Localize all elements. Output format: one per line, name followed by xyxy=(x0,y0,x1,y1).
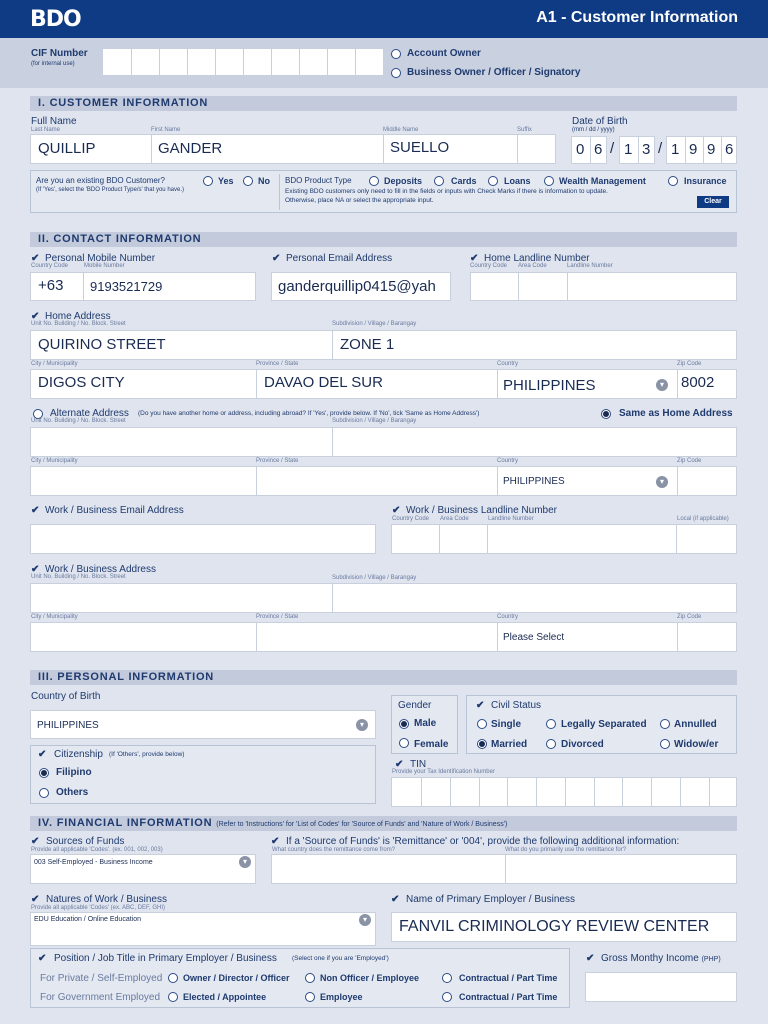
same-as-home-label: Same as Home Address xyxy=(619,408,733,419)
check-icon: ✔ xyxy=(31,894,40,905)
page-title: A1 - Customer Information xyxy=(536,9,738,26)
home-city-fields xyxy=(30,369,737,399)
province-label: Province / State xyxy=(256,361,299,367)
home-street-fields xyxy=(30,330,737,360)
section-customer-info: I. CUSTOMER INFORMATION xyxy=(30,96,737,111)
chevron-down-icon[interactable]: ▾ xyxy=(656,476,668,488)
sources-value: 003 Self-Employed - Business Income xyxy=(34,859,153,866)
zip-input[interactable]: 8002 xyxy=(681,374,715,391)
gross-income-unit: (PHP) xyxy=(701,956,721,963)
dob-label: Date of Birth xyxy=(572,116,628,127)
alt-unit-label: Unit No. Building / No. Block. Street xyxy=(31,418,126,424)
work-landline-cc-label: Country Code xyxy=(392,516,430,522)
birth-country-label: Country of Birth xyxy=(31,691,101,702)
cards-label: Cards xyxy=(451,176,477,186)
check-icon: ✔ xyxy=(586,953,595,964)
birth-country-select[interactable] xyxy=(30,710,376,739)
filipino-radio[interactable] xyxy=(39,768,49,778)
non-officer-label: Non Officer / Employee xyxy=(320,973,420,983)
check-icon: ✔ xyxy=(470,253,479,264)
single-label: Single xyxy=(491,719,522,730)
work-country-label: Country xyxy=(497,614,519,620)
landline-number-label: Landline Number xyxy=(567,263,613,269)
section-financial-info xyxy=(30,816,737,831)
citizenship-note: (If 'Others', provide below) xyxy=(109,751,185,758)
owner-radio[interactable] xyxy=(168,973,178,983)
employee-label: Employee xyxy=(320,992,363,1002)
deposits-label: Deposits xyxy=(384,176,423,186)
check-icon: ✔ xyxy=(31,253,40,264)
widow-label: Widow/er xyxy=(674,739,719,750)
contractual-private-radio[interactable] xyxy=(442,973,452,983)
filipino-label: Filipino xyxy=(56,767,92,778)
citizenship-label: Citizenship xyxy=(54,749,103,760)
check-icon: ✔ xyxy=(395,759,404,770)
married-label: Married xyxy=(491,739,528,750)
annulled-radio[interactable] xyxy=(660,719,670,729)
check-icon: ✔ xyxy=(31,836,40,847)
subdivision-input[interactable]: ZONE 1 xyxy=(340,336,395,353)
work-subdivision-label: Subdivision / Village / Barangay xyxy=(332,575,417,581)
employer-label: Name of Primary Employer / Business xyxy=(406,894,575,905)
others-label: Others xyxy=(56,787,89,798)
mobile-label: Personal Mobile Number xyxy=(45,253,156,264)
unit-label: Unit No. Building / No. Block. Street xyxy=(31,321,126,327)
work-email-label: Work / Business Email Address xyxy=(45,505,184,516)
single-radio[interactable] xyxy=(477,719,487,729)
mobile-input[interactable]: 9193521729 xyxy=(90,279,163,294)
legally-separated-label: Legally Separated xyxy=(561,719,647,730)
contractual-gov-label: Contractual / Part Time xyxy=(459,992,558,1002)
position-label: Position / Job Title in Primary Employer / Business xyxy=(54,953,277,964)
gross-income-text: Gross Monthy Income xyxy=(601,953,699,964)
first-name-label: First Name xyxy=(151,127,181,133)
mobile-cc-input[interactable]: +63 xyxy=(38,277,64,294)
home-landline-input[interactable] xyxy=(470,272,737,301)
account-owner-radio[interactable] xyxy=(391,49,401,59)
wealth-label: Wealth Management xyxy=(559,176,646,186)
work-province-label: Province / State xyxy=(256,614,299,620)
work-unit-label: Unit No. Building / No. Block. Street xyxy=(31,574,126,580)
dob-input[interactable]: 0 6 / 1 3 / 1 9 9 6 xyxy=(571,136,737,164)
subdivision-label: Subdivision / Village / Barangay xyxy=(332,321,417,327)
same-as-home-radio[interactable] xyxy=(601,409,611,419)
email-label: Personal Email Address xyxy=(286,253,393,264)
mobile-cc-label: Country Code xyxy=(31,263,69,269)
product-note-1: Existing BDO customers only need to fill in the fields or inputs with Check Marks if there is information to update. xyxy=(285,188,608,195)
landline-cc-label: Country Code xyxy=(470,263,508,269)
remittance-label: If a 'Source of Funds' is 'Remittance' or '004', provide the following additional information: xyxy=(286,836,680,847)
business-owner-radio[interactable] xyxy=(391,68,401,78)
owner-label: Owner / Director / Officer xyxy=(183,973,290,983)
divorced-radio[interactable] xyxy=(546,739,556,749)
remittance-fields[interactable] xyxy=(271,854,737,884)
married-radio[interactable] xyxy=(477,739,487,749)
cards-radio[interactable] xyxy=(434,176,444,186)
chevron-down-icon[interactable]: ▾ xyxy=(356,719,368,731)
alt-street-input[interactable] xyxy=(30,427,737,457)
mobile-number-label: Mobile Number xyxy=(84,263,125,269)
business-owner-label: Business Owner / Officer / Signatory xyxy=(407,67,581,78)
existing-no-label: No xyxy=(258,176,270,186)
alt-city-label: City / Municipality xyxy=(31,458,78,464)
insurance-label: Insurance xyxy=(684,176,727,186)
home-landline-label: Home Landline Number xyxy=(484,253,590,264)
remit-from-label: What country does the remittance come from? xyxy=(272,847,396,853)
wealth-radio[interactable] xyxy=(544,176,554,186)
alt-country-select[interactable]: PHILIPPINES xyxy=(503,476,565,487)
section-personal-info: III. PERSONAL INFORMATION xyxy=(30,670,737,685)
clear-button[interactable]: Clear xyxy=(697,196,729,208)
non-officer-radio[interactable] xyxy=(305,973,315,983)
mobile-fields xyxy=(30,272,256,301)
check-icon: ✔ xyxy=(38,749,47,760)
alt-subdivision-label: Subdivision / Village / Barangay xyxy=(332,418,417,424)
male-label: Male xyxy=(414,718,437,729)
alt-city-fields xyxy=(30,466,737,496)
sources-label: Sources of Funds xyxy=(46,836,125,847)
others-radio[interactable] xyxy=(39,788,49,798)
alt-country-label: Country xyxy=(497,458,519,464)
female-label: Female xyxy=(414,739,449,750)
tin-input[interactable] xyxy=(391,777,737,807)
contractual-gov-radio[interactable] xyxy=(442,992,452,1002)
cif-label: CIF Number xyxy=(31,48,88,59)
section-contact-info: II. CONTACT INFORMATION xyxy=(30,232,737,247)
account-owner-label: Account Owner xyxy=(407,48,481,59)
nature-label: Natures of Work / Business xyxy=(46,894,167,905)
check-icon: ✔ xyxy=(391,894,400,905)
work-zip-label: Zip Code xyxy=(677,614,702,620)
gross-income-label xyxy=(601,953,721,964)
deposits-radio[interactable] xyxy=(369,176,379,186)
middle-name-input[interactable]: SUELLO xyxy=(390,139,450,156)
alt-province-label: Province / State xyxy=(256,458,299,464)
loans-label: Loans xyxy=(504,176,531,186)
existing-sub: (If 'Yes', select the 'BDO Product Type/s' that you have.) xyxy=(36,187,184,193)
gross-income-input[interactable] xyxy=(585,972,737,1002)
check-icon: ✔ xyxy=(31,564,40,575)
alternate-address-label: Alternate Address xyxy=(50,408,129,419)
employer-input[interactable]: FANVIL CRIMINOLOGY REVIEW CENTER xyxy=(399,918,710,935)
check-icon: ✔ xyxy=(38,953,47,964)
annulled-label: Annulled xyxy=(674,719,717,730)
employer-field[interactable] xyxy=(391,912,737,942)
tin-label: TIN xyxy=(410,759,427,770)
section-financial-title: IV. FINANCIAL INFORMATION xyxy=(38,817,213,829)
existing-question: Are you an existing BDO Customer? xyxy=(36,176,165,185)
existing-yes-radio[interactable] xyxy=(203,176,213,186)
private-label: For Private / Self-Employed xyxy=(40,973,163,984)
city-input[interactable]: DIGOS CITY xyxy=(38,374,125,391)
elected-label: Elected / Appointee xyxy=(183,992,267,1002)
work-city-label: City / Municipality xyxy=(31,614,78,620)
chevron-down-icon[interactable]: ▾ xyxy=(656,379,668,391)
check-icon: ✔ xyxy=(392,505,401,516)
existing-no-radio[interactable] xyxy=(243,176,253,186)
last-name-label: Last Name xyxy=(31,127,61,133)
cif-sub: (for internal use) xyxy=(31,61,75,67)
position-note: (Select one if you are 'Employed') xyxy=(292,955,389,962)
work-country-select[interactable]: Please Select xyxy=(503,632,565,643)
alternate-address-note: (Do you have another home or address, including abroad? If 'Yes', provide below. If 'No', tick 'Same as Home Address') xyxy=(138,410,480,417)
loans-radio[interactable] xyxy=(488,176,498,186)
product-note-2: Otherwise, place NA or select the appropriate input. xyxy=(285,197,434,204)
employee-radio[interactable] xyxy=(305,992,315,1002)
insurance-radio[interactable] xyxy=(668,176,678,186)
female-radio[interactable] xyxy=(399,738,409,748)
contractual-private-label: Contractual / Part Time xyxy=(459,973,558,983)
check-icon: ✔ xyxy=(476,700,485,711)
sources-sub: Provide all applicable 'Codes'. (ex. 001, 002, 003) xyxy=(31,847,163,853)
chevron-down-icon[interactable]: ▾ xyxy=(359,914,371,926)
landline-area-label: Area Code xyxy=(518,263,547,269)
last-name-input[interactable]: QUILLIP xyxy=(38,140,96,157)
section-financial-note: (Refer to 'Instructions' for 'List of Codes' for 'Source of Funds' and 'Nature of Work / Business') xyxy=(216,821,508,828)
existing-yes-label: Yes xyxy=(218,176,234,186)
full-name-label: Full Name xyxy=(31,116,77,127)
birth-country-value: PHILIPPINES xyxy=(37,720,99,731)
email-field[interactable] xyxy=(271,272,451,301)
email-input[interactable]: ganderquillip0415@yah xyxy=(278,278,436,295)
product-type-label: BDO Product Type xyxy=(285,176,352,185)
middle-name-label: Middle Name xyxy=(383,127,419,133)
work-street-input[interactable] xyxy=(30,583,737,613)
home-address-label: Home Address xyxy=(45,311,111,322)
nature-select[interactable] xyxy=(30,912,376,946)
cif-input[interactable] xyxy=(102,48,384,76)
street-input[interactable]: QUIRINO STREET xyxy=(38,336,166,353)
province-input[interactable]: DAVAO DEL SUR xyxy=(264,374,383,391)
civil-status-label: Civil Status xyxy=(491,700,542,711)
work-landline-local-label: Local (if applicable) xyxy=(677,516,729,522)
government-label: For Government Employed xyxy=(40,992,161,1003)
divorced-label: Divorced xyxy=(561,739,604,750)
check-icon: ✔ xyxy=(271,836,280,847)
widow-radio[interactable] xyxy=(660,739,670,749)
tin-sub: Provide your Tax Identification Number xyxy=(392,769,495,775)
nature-sub: Provide all applicable 'Codes' (ex. ABC, DEF, GHI) xyxy=(31,905,166,911)
gender-label: Gender xyxy=(398,700,432,711)
chevron-down-icon[interactable]: ▾ xyxy=(239,856,251,868)
elected-radio[interactable] xyxy=(168,992,178,1002)
work-landline-label: Work / Business Landline Number xyxy=(406,505,557,516)
dob-format: (mm / dd / yyyy) xyxy=(572,127,615,133)
legally-separated-radio[interactable] xyxy=(546,719,556,729)
work-landline-input[interactable] xyxy=(391,524,737,554)
work-landline-number-label: Landline Number xyxy=(488,516,534,522)
sources-select[interactable] xyxy=(30,854,256,884)
zip-label: Zip Code xyxy=(677,361,702,367)
remit-use-label: What do you primarily use the remittance for? xyxy=(505,847,627,853)
nature-value: EDU Education / Online Education xyxy=(34,916,142,923)
work-landline-area-label: Area Code xyxy=(440,516,469,522)
country-select[interactable]: PHILIPPINES xyxy=(503,377,596,394)
first-name-input[interactable]: GANDER xyxy=(158,140,223,157)
country-label: Country xyxy=(497,361,519,367)
alt-zip-label: Zip Code xyxy=(677,458,702,464)
work-email-input[interactable] xyxy=(30,524,376,554)
city-label: City / Municipality xyxy=(31,361,78,367)
full-name-fields xyxy=(30,134,556,164)
bdo-logo: BDO xyxy=(30,7,81,32)
check-icon: ✔ xyxy=(31,311,40,322)
male-radio[interactable] xyxy=(399,719,409,729)
work-address-label: Work / Business Address xyxy=(45,564,156,575)
check-icon: ✔ xyxy=(272,253,281,264)
check-icon: ✔ xyxy=(31,505,40,516)
suffix-label: Suffix xyxy=(517,127,532,133)
work-city-fields xyxy=(30,622,737,652)
